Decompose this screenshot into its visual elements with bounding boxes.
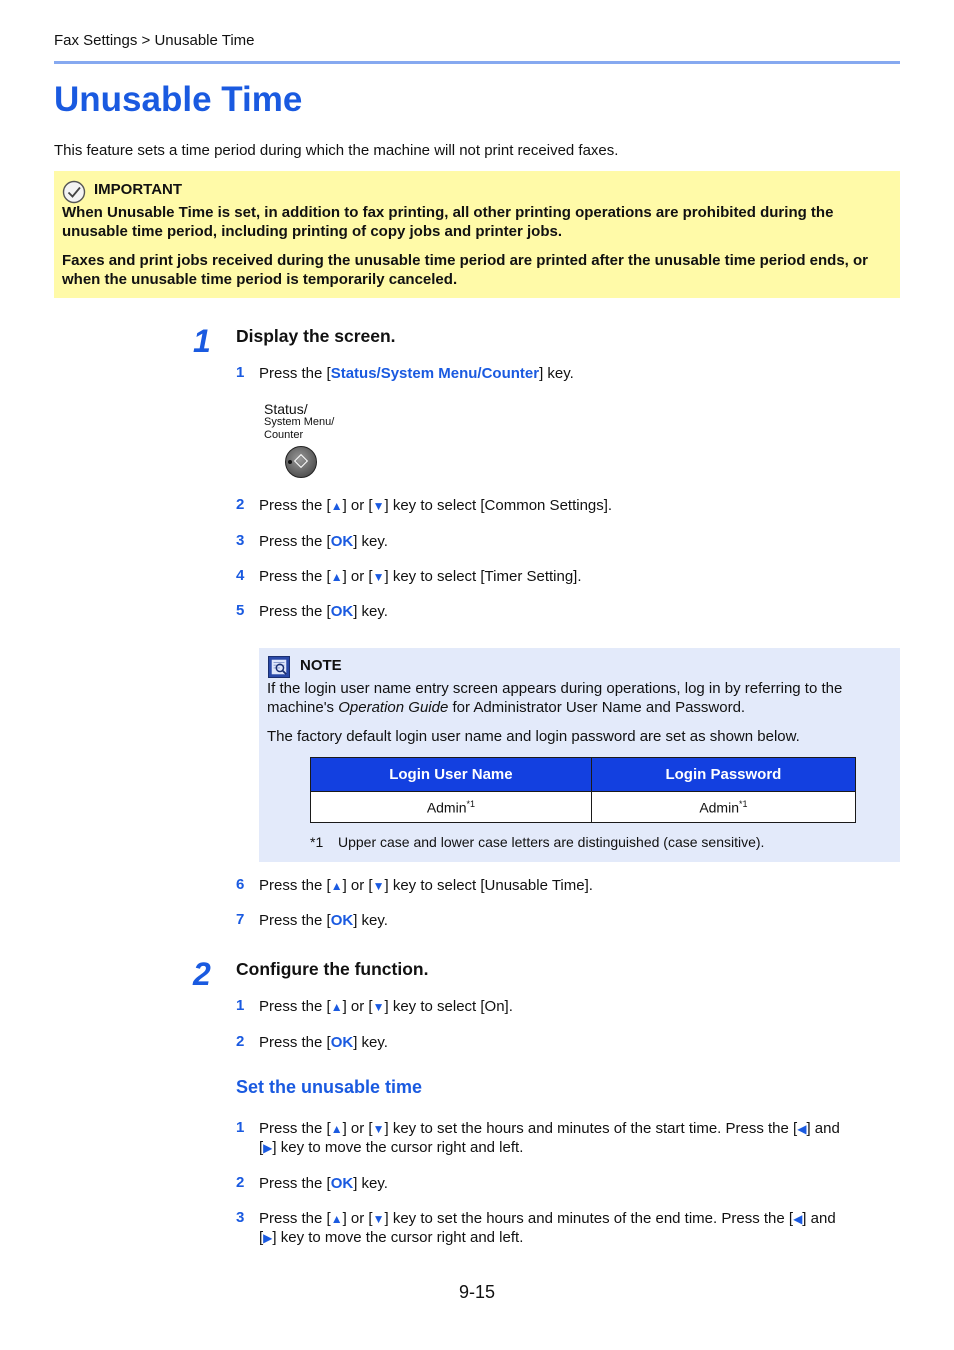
step-1-number: 1	[193, 323, 211, 359]
item-text: ] key.	[353, 1034, 388, 1051]
page-number: 9-15	[458, 1282, 496, 1302]
operation-guide-reference: Operation Guide	[338, 699, 449, 716]
diamond-icon	[294, 454, 308, 468]
item-text: ] and	[802, 1210, 836, 1227]
key-label-line-1: Status/	[264, 401, 308, 417]
unusable-time-item-3	[236, 1209, 896, 1249]
step-2-title: Configure the function.	[236, 959, 429, 979]
subsection-heading: Set the unusable time	[236, 1077, 423, 1097]
footnote-ref: *1	[466, 798, 476, 809]
footnote-ref: *1	[739, 798, 748, 809]
item-text: ] and	[806, 1120, 840, 1137]
item-number: 2	[236, 1174, 245, 1191]
footnote-mark: *1	[310, 834, 324, 850]
item-number: 4	[236, 567, 245, 584]
important-heading: IMPORTANT	[94, 181, 183, 198]
item-text: Press the [	[259, 1210, 331, 1227]
item-text: ] key to select [Common Settings].	[384, 497, 613, 514]
item-text: ] or [	[342, 998, 373, 1015]
status-system-menu-counter-key-label: Status/System Menu/Counter	[330, 365, 540, 382]
important-box	[54, 171, 900, 298]
item-text: Press the [	[259, 365, 331, 382]
item-text: ] or [	[342, 568, 373, 585]
item-text: Press the [	[259, 1120, 331, 1137]
up-arrow-icon: ▲	[330, 499, 343, 513]
up-arrow-icon: ▲	[330, 1000, 343, 1014]
item-text: ] key to select [On].	[384, 998, 513, 1015]
down-arrow-icon: ▼	[372, 1212, 385, 1226]
note-paragraph-1	[267, 679, 892, 717]
item-text: ] key to select [Timer Setting].	[384, 568, 582, 585]
ok-key-label: OK	[330, 603, 354, 620]
note-box	[259, 648, 900, 862]
item-number: 6	[236, 876, 245, 893]
status-key-button-icon	[285, 446, 317, 478]
login-password-cell	[591, 792, 855, 823]
item-number: 3	[236, 1209, 245, 1226]
item-text: ] key to move the cursor right and left.	[272, 1229, 524, 1246]
login-defaults-table	[310, 757, 856, 823]
status-key-illustration	[264, 401, 354, 481]
unusable-time-item-1	[236, 1119, 896, 1159]
intro-text: This feature sets a time period during which the machine will not print received faxes.	[54, 142, 619, 159]
down-arrow-icon: ▼	[372, 1122, 385, 1136]
item-text: ] key to set the hours and minutes of the start time. Press the [	[384, 1120, 798, 1137]
ok-key-label: OK	[330, 1034, 354, 1051]
login-user-name-cell	[311, 792, 592, 823]
cell-value: Admin	[699, 799, 739, 816]
item-number: 5	[236, 602, 245, 619]
table-row	[311, 792, 856, 823]
ok-key-label: OK	[330, 533, 354, 550]
right-arrow-icon: ▶	[263, 1231, 273, 1245]
item-number: 1	[236, 997, 245, 1014]
item-text: ] or [	[342, 1120, 373, 1137]
item-text: ] or [	[342, 877, 373, 894]
item-text: ] key.	[353, 533, 388, 550]
item-text: ] key.	[353, 1175, 388, 1192]
item-text: ] or [	[342, 1210, 373, 1227]
up-arrow-icon: ▲	[330, 570, 343, 584]
key-label-line-3: Counter	[264, 429, 304, 441]
step-2-number: 2	[193, 956, 211, 992]
note-paragraph-2: The factory default login user name and login password are set as shown below.	[267, 728, 800, 745]
item-text: Press the [	[259, 877, 331, 894]
down-arrow-icon: ▼	[372, 499, 385, 513]
item-number: 2	[236, 496, 245, 513]
item-number: 1	[236, 364, 245, 381]
column-header-login-user-name: Login User Name	[311, 758, 592, 792]
item-text: [	[259, 1229, 264, 1246]
right-arrow-icon: ▶	[263, 1141, 273, 1155]
ok-key-label: OK	[330, 1175, 354, 1192]
item-text: ] or [	[342, 497, 373, 514]
page-title: Unusable Time	[54, 80, 303, 119]
header-rule	[54, 61, 900, 64]
down-arrow-icon: ▼	[372, 1000, 385, 1014]
down-arrow-icon: ▼	[372, 879, 385, 893]
up-arrow-icon: ▲	[330, 1212, 343, 1226]
left-arrow-icon: ◀	[793, 1212, 803, 1226]
important-paragraph-2: Faxes and print jobs received during the unusable time period are printed after the unusable time period ends, or when the unusable time period is temporarily canceled.	[62, 252, 868, 288]
column-header-login-password: Login Password	[591, 758, 855, 792]
item-number: 1	[236, 1119, 245, 1136]
item-text: ] key.	[353, 912, 388, 929]
item-text: Press the [	[259, 603, 331, 620]
note-text: for Administrator User Name and Password.	[448, 699, 746, 716]
left-arrow-icon: ◀	[797, 1122, 807, 1136]
item-text: Press the [	[259, 533, 331, 550]
magnifier-note-icon	[268, 656, 290, 678]
item-text: ] key to move the cursor right and left.	[272, 1139, 524, 1156]
ok-key-label: OK	[330, 912, 354, 929]
item-number: 7	[236, 911, 245, 928]
item-text: Press the [	[259, 1175, 331, 1192]
item-text: Press the [	[259, 568, 331, 585]
cell-value: Admin	[426, 799, 467, 816]
item-number: 3	[236, 532, 245, 549]
table-footnote	[310, 834, 764, 850]
item-text: Press the [	[259, 1034, 331, 1051]
item-text: ] key.	[353, 603, 388, 620]
item-text: ] key.	[539, 365, 574, 382]
item-text: Press the [	[259, 912, 331, 929]
item-text: [	[259, 1139, 264, 1156]
item-text: Press the [	[259, 497, 331, 514]
note-text: If the login user name entry screen appears during operations, log in by referring to the machine's	[267, 680, 843, 716]
step-1-title: Display the screen.	[236, 326, 396, 346]
check-circle-icon	[62, 180, 86, 204]
breadcrumb: Fax Settings > Unusable Time	[54, 32, 255, 49]
down-arrow-icon: ▼	[372, 570, 385, 584]
item-text: Press the [	[259, 998, 331, 1015]
key-label-line-2: System Menu/	[264, 416, 335, 428]
item-number: 2	[236, 1033, 245, 1050]
item-text: ] key to select [Unusable Time].	[384, 877, 593, 894]
up-arrow-icon: ▲	[330, 879, 343, 893]
item-text: ] key to set the hours and minutes of the end time. Press the [	[384, 1210, 794, 1227]
up-arrow-icon: ▲	[330, 1122, 343, 1136]
note-heading: NOTE	[300, 657, 342, 674]
important-paragraph-1: When Unusable Time is set, in addition to fax printing, all other printing operations are prohibited during the unusable time period, including printing of copy jobs and printer jobs.	[62, 204, 834, 240]
table-header-row	[311, 758, 856, 792]
footnote-text: Upper case and lower case letters are distinguished (case sensitive).	[338, 834, 765, 850]
indicator-led	[288, 460, 292, 464]
